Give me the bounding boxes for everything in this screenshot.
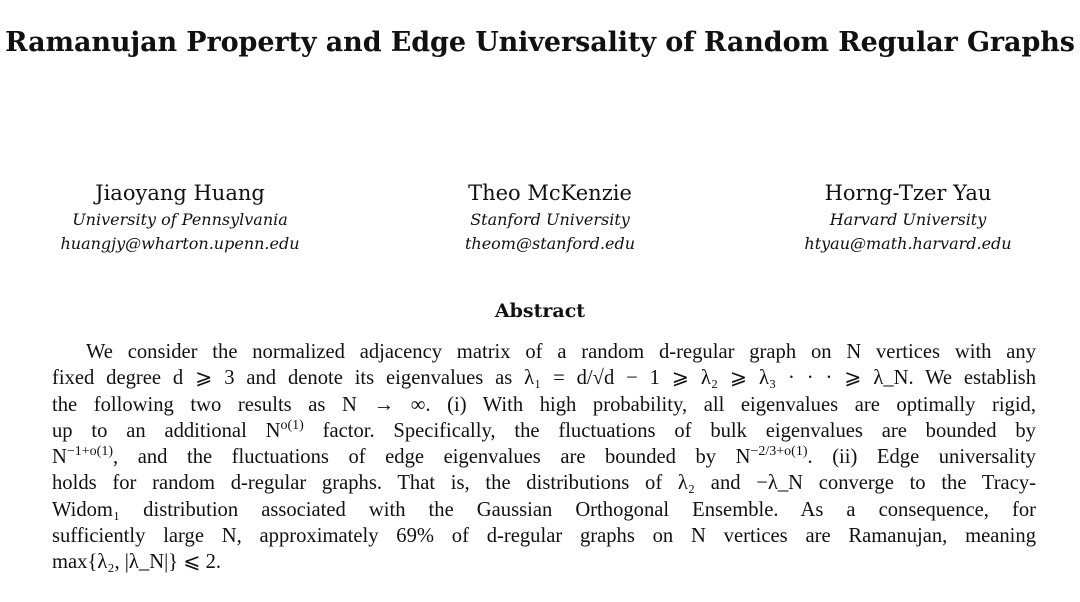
abstract-line — [52, 444, 1036, 470]
author-affiliation: Harvard University — [829, 210, 987, 229]
abstract-line: We consider the normalized adjacency matrix of a random d-regular graph on N vertices with any — [86, 341, 1036, 363]
author-affiliation: Stanford University — [470, 210, 630, 229]
line-text: . (ii) Edge universality — [807, 446, 1036, 469]
abstract-line: Widom₁ distribution associated with the Gaussian Orthogonal Ensemble. As a consequence, for — [52, 498, 1036, 521]
abstract-line: max{λ₂, |λ_N|} ⩽ 2. — [52, 551, 222, 574]
abstract-line — [52, 418, 1036, 444]
line-text: up to an additional N — [52, 419, 281, 442]
author-name: Jiaoyang Huang — [95, 181, 265, 205]
abstract-line: holds for random d-regular graphs. That is, the distributions of λ₂ and −λ_N converge to the Tracy- — [52, 472, 1036, 495]
superscript: −2/3+o(1) — [750, 444, 808, 460]
abstract-line: the following two results as N → ∞. (i) With high probability, all eigenvalues are optimally rigid, — [52, 393, 1036, 416]
author-name: Theo McKenzie — [468, 181, 632, 205]
line-text: factor. Specifically, the fluctuations of bulk eigenvalues are bounded by — [303, 419, 1036, 442]
line-text: , and the fluctuations of edge eigenvalues are bounded by N — [113, 446, 751, 469]
author-email: huangjy@wharton.upenn.edu — [60, 234, 300, 253]
author-block-3 — [758, 178, 1058, 256]
author-block-1 — [30, 178, 330, 256]
superscript: o(1) — [280, 417, 304, 433]
superscript: −1+o(1) — [66, 444, 113, 460]
abstract-heading: Abstract — [494, 300, 586, 322]
author-block-2 — [400, 178, 700, 256]
paper-title: Ramanujan Property and Edge Universality of Random Regular Graphs — [5, 27, 1075, 58]
abstract-line: sufficiently large N, approximately 69% of d-regular graphs on N vertices are Ramanujan, meaning — [52, 525, 1036, 548]
author-affiliation: University of Pennsylvania — [72, 210, 288, 229]
abstract-line: fixed degree d ⩾ 3 and denote its eigenvalues as λ₁ = d/√d − 1 ⩾ λ₂ ⩾ λ₃ · · · ⩾ λ_N. We establish — [52, 367, 1036, 390]
line-text: N — [52, 446, 67, 469]
author-name: Horng-Tzer Yau — [824, 181, 992, 205]
author-email: theom@stanford.edu — [464, 234, 636, 253]
author-email: htyau@math.harvard.edu — [804, 234, 1012, 253]
abstract-body — [52, 339, 1036, 576]
